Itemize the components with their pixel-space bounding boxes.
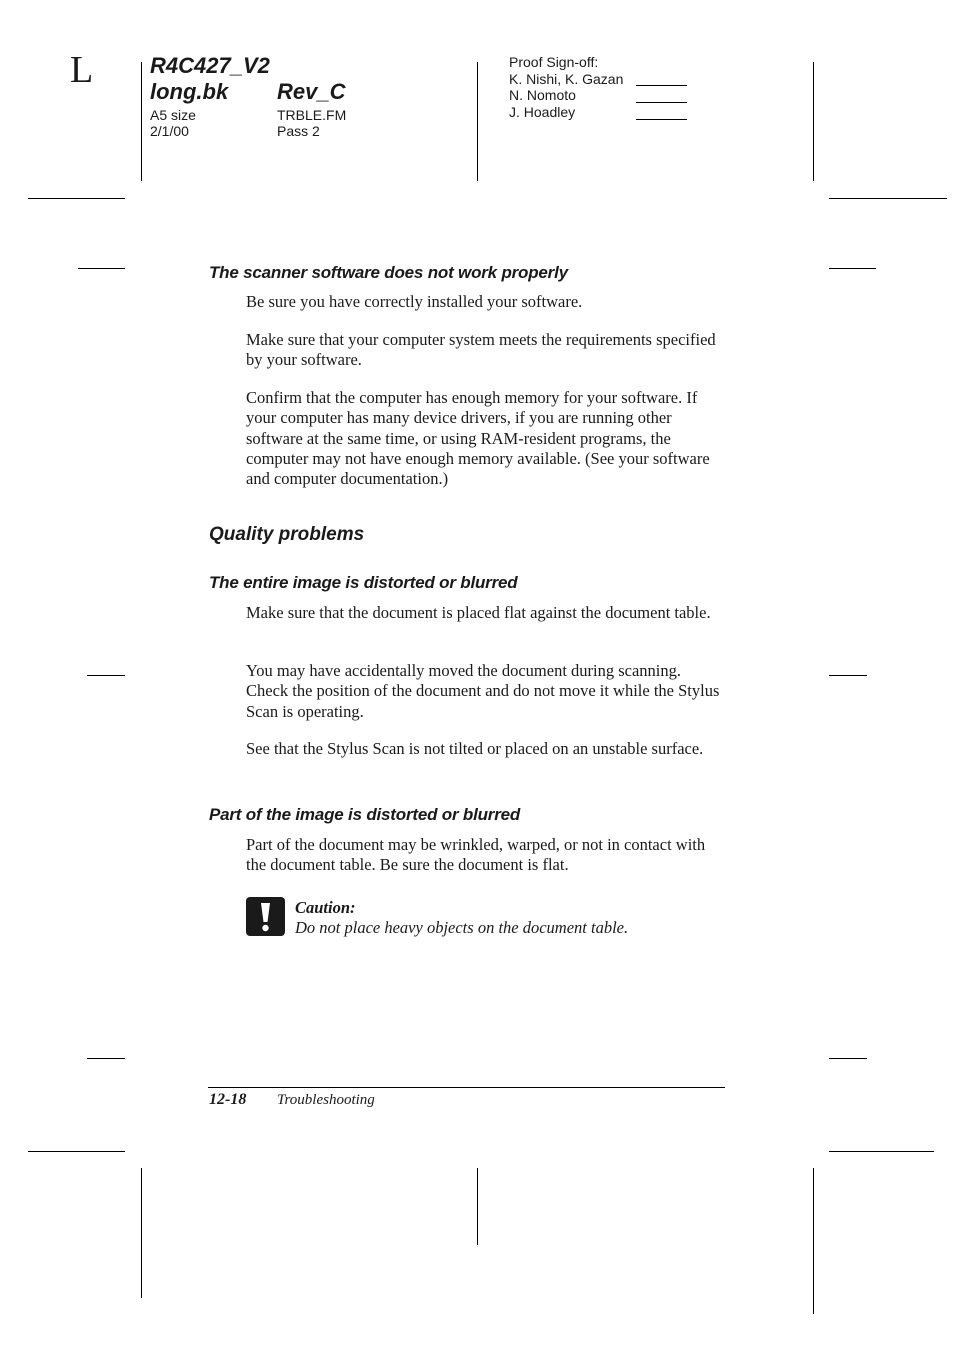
section-heading: Part of the image is distorted or blurred xyxy=(209,805,521,824)
file-id: R4C427_V2 xyxy=(150,53,270,78)
crop-mark xyxy=(28,198,125,199)
paragraph: You may have accidentally moved the document during scanning. Check the position of the document and do not move it while the Stylus Scan is operating. xyxy=(246,661,720,721)
page-number: 12-18 xyxy=(209,1091,247,1108)
crop-mark xyxy=(78,268,125,269)
chapter-heading: Quality problems xyxy=(209,524,365,545)
crop-mark xyxy=(141,62,142,181)
crop-mark xyxy=(829,1151,934,1152)
proof-name: K. Nishi, K. Gazan xyxy=(509,71,624,87)
crop-mark xyxy=(28,1151,125,1152)
crop-mark xyxy=(141,1168,142,1298)
paragraph: Part of the document may be wrinkled, warped, or not in contact with the document table. Be sure the document is flat. xyxy=(246,835,706,875)
proof-name: N. Nomoto xyxy=(509,87,576,103)
crop-mark xyxy=(829,198,947,199)
print-date: 2/1/00 xyxy=(150,123,189,139)
section-heading: The entire image is distorted or blurred xyxy=(209,573,518,592)
footer-rule xyxy=(208,1087,725,1088)
crop-mark xyxy=(87,1058,125,1059)
book-name: long.bk xyxy=(150,79,229,104)
crop-mark xyxy=(813,1168,814,1314)
paragraph: Make sure that your computer system meets the requirements specified by your software. xyxy=(246,330,716,370)
exclamation-icon xyxy=(246,897,285,936)
crop-mark xyxy=(829,268,876,269)
signature-line xyxy=(636,119,687,120)
corner-letter: L xyxy=(70,49,94,91)
crop-mark xyxy=(829,1058,867,1059)
paragraph: Confirm that the computer has enough memory for your software. If your computer has many device drivers, if you are running other software at the same time, or using RAM-resident programs, the computer may not have enough memory available. (See your software and computer documentation.) xyxy=(246,388,710,489)
signature-line xyxy=(636,102,687,103)
chapter-title: Troubleshooting xyxy=(277,1092,375,1108)
page-size: A5 size xyxy=(150,107,196,123)
pass-number: Pass 2 xyxy=(277,123,320,139)
crop-mark xyxy=(829,675,867,676)
caution-title: Caution: xyxy=(295,898,356,917)
crop-mark xyxy=(813,62,814,181)
proof-name: J. Hoadley xyxy=(509,104,576,120)
crop-mark xyxy=(477,62,478,181)
caution-text: Do not place heavy objects on the document table. xyxy=(295,918,629,937)
paragraph: See that the Stylus Scan is not tilted or placed on an unstable surface. xyxy=(246,739,704,758)
paragraph: Be sure you have correctly installed your software. xyxy=(246,292,583,311)
proof-title: Proof Sign-off: xyxy=(509,54,599,70)
signature-line xyxy=(636,85,687,86)
section-heading: The scanner software does not work properly xyxy=(209,263,568,282)
crop-mark xyxy=(477,1168,478,1245)
crop-mark xyxy=(87,675,125,676)
paragraph: Make sure that the document is placed flat against the document table. xyxy=(246,603,711,622)
file-name: TRBLE.FM xyxy=(277,107,347,123)
revision: Rev_C xyxy=(277,79,346,104)
